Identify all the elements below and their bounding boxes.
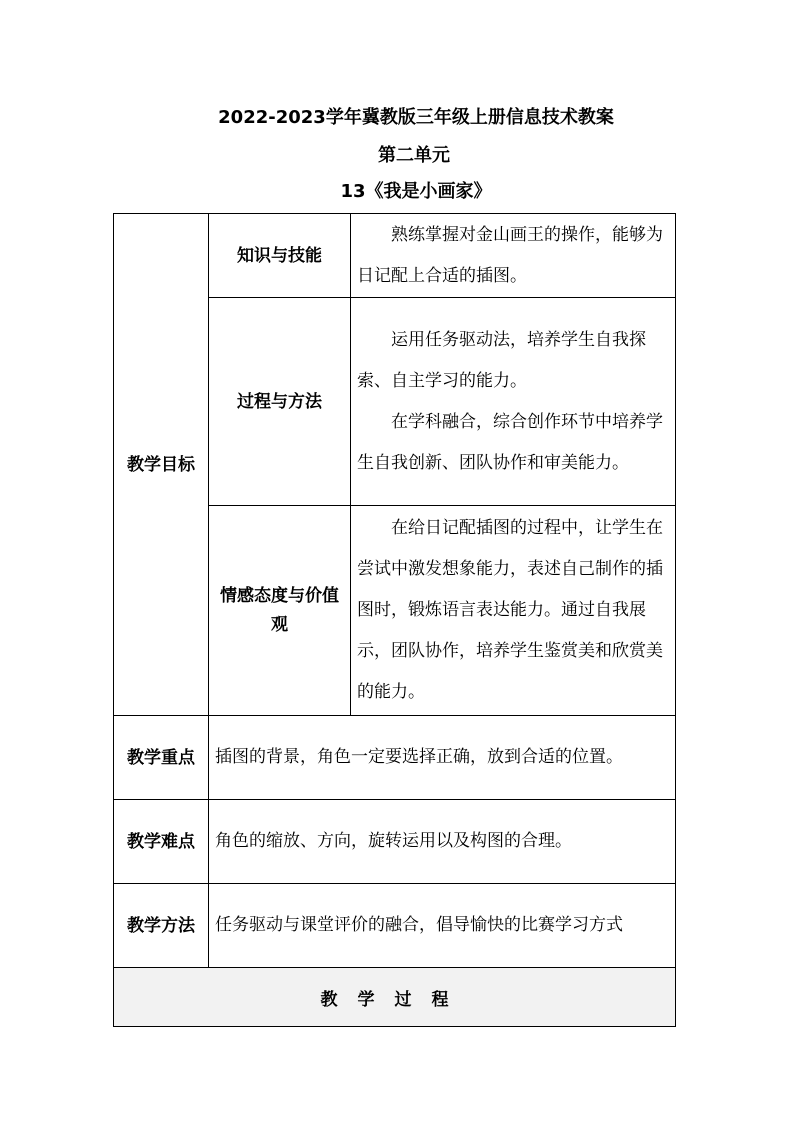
objective-paragraph: 熟练掌握对金山画王的操作，能够为日记配上合适的插图。 — [357, 224, 663, 286]
objective-label-knowledge: 知识与技能 — [209, 214, 351, 298]
process-header: 教学过程 — [114, 968, 676, 1027]
objective-paragraph: 在学科融合，综合创作环节中培养学生自我创新、团队协作和审美能力。 — [357, 411, 663, 473]
objective-label-attitude: 情感态度与价值观 — [209, 506, 351, 716]
unit-heading: 第二单元 — [378, 145, 450, 166]
objectives-label: 教学目标 — [114, 214, 209, 716]
document-title: 2022-2023学年冀教版三年级上册信息技术教案 — [218, 107, 614, 128]
objective-paragraph: 运用任务驱动法，培养学生自我探索、自主学习的能力。 — [357, 329, 646, 391]
objective-paragraph: 在给日记配插图的过程中，让学生在尝试中激发想象能力，表述自己制作的插图时，锻炼语言表达能力。通过自我展示，团队协作，培养学生鉴赏美和欣赏美的能力。 — [357, 518, 663, 702]
table-row — [114, 214, 676, 298]
table-row — [114, 884, 676, 968]
methods-label: 教学方法 — [114, 884, 209, 968]
methods-text: 任务驱动与课堂评价的融合，倡导愉快的比赛学习方式 — [209, 884, 676, 968]
objective-content-attitude — [351, 506, 676, 716]
table-row — [114, 968, 676, 1027]
table-row — [114, 716, 676, 800]
key-points-text: 插图的背景，角色一定要选择正确，放到合适的位置。 — [209, 716, 676, 800]
difficulties-text: 角色的缩放、方向，旋转运用以及构图的合理。 — [209, 800, 676, 884]
lesson-heading: 13《我是小画家》 — [340, 181, 492, 202]
objective-content-knowledge — [351, 214, 676, 298]
objective-label-process: 过程与方法 — [209, 298, 351, 506]
objective-content-process — [351, 298, 676, 506]
key-points-label: 教学重点 — [114, 716, 209, 800]
table-row — [114, 800, 676, 884]
lesson-plan-table — [113, 213, 676, 1027]
difficulties-label: 教学难点 — [114, 800, 209, 884]
